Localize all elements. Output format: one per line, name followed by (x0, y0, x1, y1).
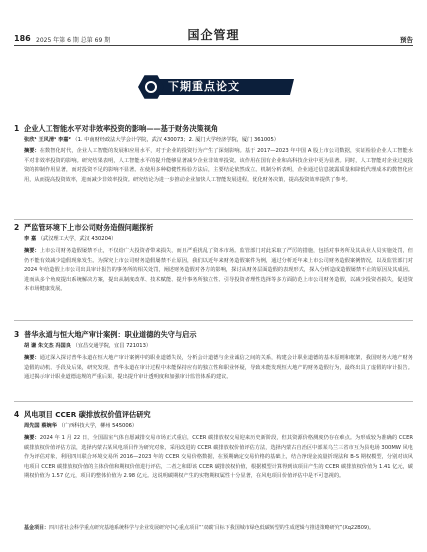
author-names: 周先国 蔡婉华 (24, 423, 57, 429)
article-2 (14, 223, 413, 321)
pin-icon (138, 74, 164, 100)
article-title: 风电项目 CCER 碳排放权价值评估研究 (24, 410, 151, 419)
page-number: 186 (14, 34, 31, 43)
article-abstract (24, 434, 413, 482)
author-affiliations: （广西科技大学，柳州 545006） (58, 423, 138, 429)
article-abstract (24, 354, 413, 383)
author-names: 李 嘉 (24, 236, 37, 242)
section-tag: 预告 (400, 36, 413, 44)
article-authors (24, 235, 116, 243)
page-header (0, 0, 427, 52)
article-divider (14, 320, 413, 321)
author-names: 胡 谦 朱文杰 冯国良 (24, 343, 71, 349)
article-number: 3 (14, 330, 20, 339)
article-authors (24, 136, 279, 144)
fund-label: 基金项目： (24, 525, 50, 531)
abstract-label: 摘要： (24, 355, 40, 361)
section-banner (134, 74, 294, 100)
article-divider (14, 219, 413, 220)
article-title: 企业人工智能水平对非效率投资的影响——基于财务决策视角 (24, 124, 219, 133)
abstract-text: 通过深入探讨普华永道在恒大地产审计案例中的职业道德失误，分析会计道德与企业诚信之间的关系，构建会计职业道德的基本原则和框架，我国财务大地产财务造假的动机、手段及后果，研究发现，普华永道在审计过程中未能保持应有的独立性和职业怀疑，导致未能发现恒大地产的财务造假行为，最终出具了虚假的审计报告。通过揭示审计职业道德违规的严重后果，提出提升审计透明度和加强审计监管体系的建议。 (24, 355, 413, 381)
journal-masthead: 国企管理 (187, 28, 240, 42)
fund-note (24, 524, 413, 533)
author-affiliations: （1. 中南财经政法大学会计学院，武汉 430073；2. 厦门大学经济学院，厦门 361005） (72, 137, 279, 143)
article-abstract (24, 147, 413, 185)
article-authors (24, 422, 137, 430)
article-number: 2 (14, 223, 20, 232)
abstract-label: 摘要： (24, 148, 40, 154)
abstract-label: 摘要： (24, 435, 40, 441)
article-divider (14, 401, 413, 402)
article-number: 1 (14, 124, 20, 133)
article-title: 严监管环境下上市公司财务造假问题探析 (24, 223, 154, 232)
article-title: 普华永道与恒大地产审计案例：职业道德的失守与启示 (24, 330, 197, 339)
header-divider (14, 45, 413, 46)
author-names: 张欣¹ 王风清¹ 李嘉² (24, 137, 71, 143)
issue-info: 2025 年第 6 期 总第 69 期 (36, 37, 111, 44)
article-number: 4 (14, 410, 20, 419)
abstract-text: 上市公司财务造假屡禁不止，不仅给广大投资者带来损失，而且严重扰乱了资本市场。监管部门对此采取了严厉的措施，包括对事务所及其从业人员实施处罚，但仍不能有效减少造假现象发生。为探究上市公司财务造假屡禁不止原因，我们以近年来财务造假案件为例，通过分析近年来上市公司财务造假案例情况，以及监管部门对 2024 年给造假上市公司出具审计报告的事务所的相关处罚，阐述财务造假对各方的影响，探讨从财务层面造假的表现形式，探入分析造成造假屡禁不止的原因及其成因。进而从多个角度提出系统解决方案，提出从制度改革、技术赋能、提升事务所独立性、引导投资者理性选择等多方面防范上市公司财务造假，以减少投资者损失，促进资本市场健康发展。 (24, 248, 413, 293)
author-affiliations: （宜昌交通学院，宜昌 721013） (72, 343, 152, 349)
article-authors (24, 342, 151, 350)
article-abstract (24, 247, 413, 295)
fund-text: 四川省社会科学重点研究基地系统科学与企业发展研究中心重点项目“‘双碳’目标下我国城市绿色低碳转型的生成逻辑与推进策略研究”(Xq22B09)。 (49, 525, 375, 531)
article-3 (14, 330, 413, 402)
abstract-label: 摘要： (24, 248, 40, 254)
article-1 (14, 124, 413, 220)
article-4 (14, 410, 413, 550)
author-affiliations: （武汉理工大学，武汉 430204） (37, 236, 117, 242)
abstract-text: 2024 年 1 月 22 日，全国温室气体自愿减排交易市场正式重启，CCER 碳排放权交易迎来历史新阶段，但其资源价格测度仍存在难点。为形成较为准确的 CCER 碳排放权价值评估方法，选择内蒙古某风电项目作为研究对象，采用改进的 CCER 碳排放权价值评估方法，选择内蒙古自治区中部某乌兰三省市互为县电场 300MW 风电作为评估对象，利用四川联合环境交易所 2016—2023 年的 CCER 交易价格数据，在预期确定交易价格的基础上，结合净现金流量折现法和 B-S 期权模型，分别对该风电项目 CCER 碳排放权价值的主体价值和期权价值进行评估，二者之和即该 CCER 碳排放权价值，根据模型计算得到该项目产生的 CCER 碳排放权价值为 1.41 亿元，碳期权价值为 1.57 亿元，项目的整体价值为 2.98 亿元。这说明碳期权产生的实物期权属性十分显著，在风电项目价值评估中是不可忽视的。 (24, 435, 413, 480)
banner-title: 下期重点论文 (168, 80, 240, 93)
abstract-text: 在数智化时代，企业人工智能的发展和应用水平，对于企业的投资行为产生了深刻影响。基于 2017—2023 年中国 A 股上市公司数据，实证检验企业人工智能水平对非效率投资的影响。研究结果表明，人工智能水平的提升能够显著减少企业非效率投资。该作用在国有企业和高科技企业中更为显著。同时，人工智能对企业过度投资的抑制作用显著，而对投资不足的影响不显著。在使用多种稳健性检验方法后，主要结论依然成立。机制分析表明，企业通过信息披露质量和降低代理成本的数智化应用，从而提高投资效率，进而减少非效率投资。研究结论为进一步推动企业加快人工智能发展进程，优化财务决策，提高投资效率提供了参考。 (24, 148, 413, 183)
